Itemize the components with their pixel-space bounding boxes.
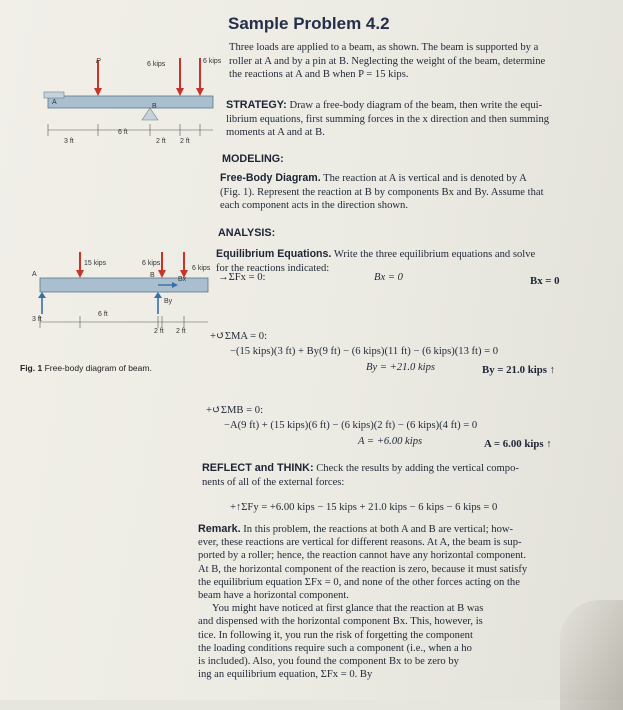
fbd-label-bx: Bx bbox=[178, 276, 187, 283]
load-label-6kips-a: 6 kips bbox=[142, 260, 161, 267]
modeling-section: Free-Body Diagram. The reaction at A is vertical and is denoted by A (Fig. 1). Represent the reaction at B by components Bx and By. Assume that each component acts in the direction shown. bbox=[220, 172, 544, 212]
check-equation: +↑ΣFy = +6.00 kips − 15 kips + 21.0 kips − 6 kips − 6 kips = 0 bbox=[230, 502, 498, 513]
fbd-dimension-2ft-1: 2 ft bbox=[154, 328, 164, 335]
equilibrium-subheading: Equilibrium Equations. bbox=[216, 248, 332, 260]
eq-sum-fx-label: →ΣFx = 0: bbox=[218, 272, 266, 283]
reflect-section: REFLECT and THINK: Check the results by adding the vertical compo- nents of all of the external forces: bbox=[202, 462, 519, 488]
eq-sum-ma-expression: −(15 kips)(3 ft) + By(9 ft) − (6 kips)(11 ft) − (6 kips)(13 ft) = 0 bbox=[230, 346, 499, 357]
modeling-heading: MODELING: bbox=[222, 153, 284, 165]
load-label-6kips-2: 6 kips bbox=[203, 58, 222, 65]
load-label-6kips-b: 6 kips bbox=[192, 265, 211, 272]
fbd-dimension-6ft: 6 ft bbox=[98, 311, 108, 318]
strategy-section: STRATEGY: Draw a free-body diagram of the beam, then write the equi- librium equations, first summing forces in the x direction and then summing moments at A and at B. bbox=[226, 99, 550, 139]
load-arrowhead-p bbox=[94, 88, 102, 96]
dimension-6ft: 6 ft bbox=[118, 129, 128, 136]
analysis-heading: ANALYSIS: bbox=[218, 227, 276, 239]
problem-statement: Three loads are applied to a beam, as shown. The beam is supported by a roller at A and by a pin at B. Neglecting the weight of the beam, determine the reactions at A and B when P = 15 kips. bbox=[229, 42, 546, 81]
answer-by: By = 21.0 kips ↑ bbox=[482, 364, 556, 376]
roller-support-a bbox=[44, 92, 64, 98]
reflect-label: REFLECT and THINK: bbox=[202, 462, 314, 474]
analysis-intro: Equilibrium Equations. Write the three equilibrium equations and solve for the reactions indicated: bbox=[216, 248, 536, 274]
dimension-3ft: 3 ft bbox=[64, 138, 74, 145]
beam-top bbox=[48, 96, 213, 108]
load-label-p: P bbox=[96, 58, 101, 65]
answer-bx: Bx = 0 bbox=[530, 275, 560, 287]
page-title: Sample Problem 4.2 bbox=[228, 14, 390, 33]
fbd-dimension-2ft-2: 2 ft bbox=[176, 328, 186, 335]
fbd-dimension-3ft: 3 ft bbox=[32, 316, 42, 323]
finger-shadow bbox=[560, 600, 623, 710]
eq-sum-fx-result: Bx = 0 bbox=[374, 272, 403, 283]
answer-a: A = 6.00 kips ↑ bbox=[484, 438, 552, 450]
fbd-label-a: A bbox=[32, 271, 37, 278]
dimension-2ft-2: 2 ft bbox=[180, 138, 190, 145]
fbd-subheading: Free-Body Diagram. bbox=[220, 172, 321, 184]
support-label-a: A bbox=[52, 99, 57, 106]
remark-section: Remark. In this problem, the reactions at both A and B are vertical; how- ever, these reactions are vertical for different reasons. At A, the beam is sup- ported by a roller; hence, the reaction cannot have any horizontal component. At B, the horizontal component of the reaction is zero, because it must satisfy the equilibrium equation ΣFx = 0, and none of the other forces acting on the beam have a horizontal component. You might have noticed at first glance that the reaction at B was and dispensed with the horizontal component Bx. This, however, is tice. In following it, you run the risk of forgetting the component the loading conditions require such a component (i.e., when a ho is included). Also, you found the component Bx to be zero by ing an equilibrium equation, ΣFx = 0. By bbox=[198, 523, 528, 681]
eq-sum-ma-result: By = +21.0 kips bbox=[366, 362, 436, 373]
fbd-label-b: B bbox=[150, 272, 155, 279]
load-arrowhead-6kips-1 bbox=[176, 88, 184, 96]
strategy-label: STRATEGY: bbox=[226, 99, 287, 111]
eq-sum-mb-label: +↺ΣMB = 0: bbox=[206, 405, 264, 416]
load-arrowhead-6kips-2 bbox=[196, 88, 204, 96]
remark-label: Remark. bbox=[198, 523, 241, 535]
dimension-2ft-1: 2 ft bbox=[156, 138, 166, 145]
eq-sum-mb-expression: −A(9 ft) + (15 kips)(6 ft) − (6 kips)(2 ft) − (6 kips)(4 ft) = 0 bbox=[224, 420, 478, 431]
figure-caption: Fig. 1 Free-body diagram of beam. bbox=[20, 363, 152, 373]
eq-sum-mb-result: A = +6.00 kips bbox=[358, 436, 423, 447]
fbd-label-by: By bbox=[164, 298, 173, 305]
eq-sum-ma-label: +↺ΣMA = 0: bbox=[210, 331, 268, 342]
load-label-6kips-1: 6 kips bbox=[147, 61, 166, 68]
support-label-b: B bbox=[152, 103, 157, 110]
load-label-15kips: 15 kips bbox=[84, 260, 107, 267]
